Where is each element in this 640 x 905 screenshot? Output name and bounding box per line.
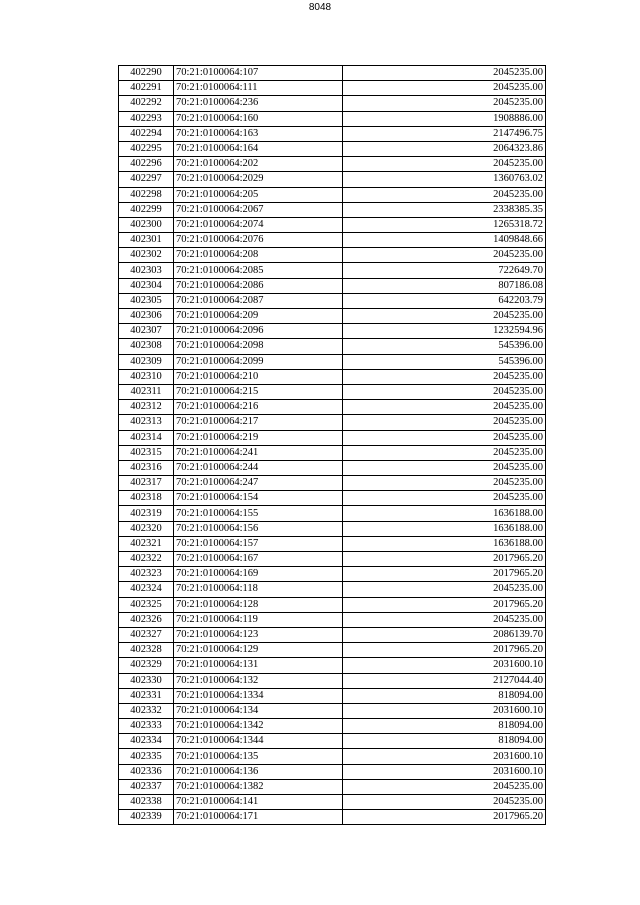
cadastral-number-cell: 70:21:0100064:2099: [174, 354, 343, 369]
cadastral-number-cell: 70:21:0100064:244: [174, 460, 343, 475]
table-row: [119, 673, 546, 688]
row-number-cell: 402312: [119, 400, 174, 415]
row-number-cell: 402337: [119, 779, 174, 794]
cadastral-value-cell: 2017965.20: [343, 597, 546, 612]
cadastral-number-cell: 70:21:0100064:107: [174, 66, 343, 81]
row-number-cell: 402290: [119, 66, 174, 81]
row-number-cell: 402296: [119, 157, 174, 172]
cadastral-number-cell: 70:21:0100064:119: [174, 612, 343, 627]
cadastral-value-cell: 2045235.00: [343, 612, 546, 627]
table-row: [119, 734, 546, 749]
cadastral-value-cell: 2017965.20: [343, 643, 546, 658]
cadastral-number-cell: 70:21:0100064:167: [174, 552, 343, 567]
table-row: [119, 627, 546, 642]
row-number-cell: 402338: [119, 795, 174, 810]
cadastral-value-cell: 2338385.35: [343, 202, 546, 217]
table-row: [119, 810, 546, 825]
cadastral-number-cell: 70:21:0100064:129: [174, 643, 343, 658]
row-number-cell: 402301: [119, 233, 174, 248]
table-row: [119, 141, 546, 156]
cadastral-number-cell: 70:21:0100064:1342: [174, 719, 343, 734]
table-row: [119, 460, 546, 475]
row-number-cell: 402315: [119, 445, 174, 460]
cadastral-number-cell: 70:21:0100064:136: [174, 764, 343, 779]
cadastral-number-cell: 70:21:0100064:135: [174, 749, 343, 764]
row-number-cell: 402298: [119, 187, 174, 202]
row-number-cell: 402319: [119, 506, 174, 521]
row-number-cell: 402326: [119, 612, 174, 627]
cadastral-value-cell: 545396.00: [343, 339, 546, 354]
cadastral-value-cell: 545396.00: [343, 354, 546, 369]
row-number-cell: 402331: [119, 688, 174, 703]
cadastral-number-cell: 70:21:0100064:132: [174, 673, 343, 688]
cadastral-value-cell: 2045235.00: [343, 430, 546, 445]
cadastral-value-cell: 2045235.00: [343, 81, 546, 96]
table-row: [119, 415, 546, 430]
cadastral-number-cell: 70:21:0100064:163: [174, 126, 343, 141]
cadastral-value-cell: 2045235.00: [343, 491, 546, 506]
table-row: [119, 612, 546, 627]
cadastral-value-cell: 807186.08: [343, 278, 546, 293]
cadastral-value-cell: 642203.79: [343, 293, 546, 308]
table-row: [119, 369, 546, 384]
table-row: [119, 233, 546, 248]
cadastral-number-cell: 70:21:0100064:111: [174, 81, 343, 96]
table-row: [119, 157, 546, 172]
table-body: [119, 66, 546, 825]
cadastral-number-cell: 70:21:0100064:131: [174, 658, 343, 673]
row-number-cell: 402306: [119, 309, 174, 324]
cadastral-value-cell: 1360763.02: [343, 172, 546, 187]
table-row: [119, 491, 546, 506]
cadastral-number-cell: 70:21:0100064:164: [174, 141, 343, 156]
cadastral-value-cell: 2045235.00: [343, 248, 546, 263]
cadastral-number-cell: 70:21:0100064:156: [174, 521, 343, 536]
row-number-cell: 402339: [119, 810, 174, 825]
row-number-cell: 402295: [119, 141, 174, 156]
table-row: [119, 779, 546, 794]
table-row: [119, 66, 546, 81]
table-row: [119, 126, 546, 141]
table-row: [119, 536, 546, 551]
cadastral-value-cell: 1636188.00: [343, 521, 546, 536]
row-number-cell: 402311: [119, 384, 174, 399]
table-row: [119, 795, 546, 810]
table-row: [119, 597, 546, 612]
cadastral-value-cell: 2045235.00: [343, 415, 546, 430]
cadastral-value-cell: 2045235.00: [343, 96, 546, 111]
row-number-cell: 402297: [119, 172, 174, 187]
row-number-cell: 402292: [119, 96, 174, 111]
row-number-cell: 402302: [119, 248, 174, 263]
row-number-cell: 402294: [119, 126, 174, 141]
table-row: [119, 400, 546, 415]
cadastral-number-cell: 70:21:0100064:157: [174, 536, 343, 551]
cadastral-number-cell: 70:21:0100064:2074: [174, 217, 343, 232]
table-row: [119, 384, 546, 399]
row-number-cell: 402313: [119, 415, 174, 430]
row-number-cell: 402293: [119, 111, 174, 126]
cadastral-number-cell: 70:21:0100064:219: [174, 430, 343, 445]
row-number-cell: 402303: [119, 263, 174, 278]
cadastral-number-cell: 70:21:0100064:141: [174, 795, 343, 810]
cadastral-value-cell: 2064323.86: [343, 141, 546, 156]
cadastral-value-cell: 2045235.00: [343, 309, 546, 324]
cadastral-value-table: [118, 65, 546, 825]
cadastral-value-cell: 2045235.00: [343, 187, 546, 202]
cadastral-value-cell: 2031600.10: [343, 749, 546, 764]
cadastral-value-cell: 2045235.00: [343, 445, 546, 460]
table-row: [119, 749, 546, 764]
cadastral-number-cell: 70:21:0100064:208: [174, 248, 343, 263]
cadastral-value-cell: 1636188.00: [343, 536, 546, 551]
cadastral-value-cell: 2045235.00: [343, 66, 546, 81]
cadastral-value-cell: 2045235.00: [343, 795, 546, 810]
cadastral-number-cell: 70:21:0100064:155: [174, 506, 343, 521]
cadastral-number-cell: 70:21:0100064:2085: [174, 263, 343, 278]
row-number-cell: 402307: [119, 324, 174, 339]
table-row: [119, 764, 546, 779]
cadastral-value-cell: 2031600.10: [343, 703, 546, 718]
table-row: [119, 217, 546, 232]
row-number-cell: 402309: [119, 354, 174, 369]
cadastral-number-cell: 70:21:0100064:209: [174, 309, 343, 324]
cadastral-number-cell: 70:21:0100064:160: [174, 111, 343, 126]
cadastral-value-cell: 1265318.72: [343, 217, 546, 232]
cadastral-value-cell: 2147496.75: [343, 126, 546, 141]
cadastral-number-cell: 70:21:0100064:169: [174, 567, 343, 582]
row-number-cell: 402330: [119, 673, 174, 688]
row-number-cell: 402332: [119, 703, 174, 718]
cadastral-value-cell: 2031600.10: [343, 764, 546, 779]
cadastral-number-cell: 70:21:0100064:2096: [174, 324, 343, 339]
cadastral-value-cell: 1908886.00: [343, 111, 546, 126]
row-number-cell: 402314: [119, 430, 174, 445]
row-number-cell: 402316: [119, 460, 174, 475]
cadastral-value-cell: 2045235.00: [343, 460, 546, 475]
cadastral-value-cell: 2045235.00: [343, 582, 546, 597]
row-number-cell: 402335: [119, 749, 174, 764]
table-row: [119, 476, 546, 491]
cadastral-number-cell: 70:21:0100064:118: [174, 582, 343, 597]
table-row: [119, 430, 546, 445]
cadastral-number-cell: 70:21:0100064:2087: [174, 293, 343, 308]
row-number-cell: 402328: [119, 643, 174, 658]
table-row: [119, 688, 546, 703]
row-number-cell: 402308: [119, 339, 174, 354]
table-row: [119, 263, 546, 278]
table-row: [119, 339, 546, 354]
table-row: [119, 445, 546, 460]
cadastral-value-cell: 818094.00: [343, 719, 546, 734]
table-row: [119, 582, 546, 597]
cadastral-value-cell: 2045235.00: [343, 369, 546, 384]
table-row: [119, 202, 546, 217]
table-row: [119, 658, 546, 673]
cadastral-number-cell: 70:21:0100064:154: [174, 491, 343, 506]
cadastral-number-cell: 70:21:0100064:171: [174, 810, 343, 825]
row-number-cell: 402320: [119, 521, 174, 536]
cadastral-number-cell: 70:21:0100064:2067: [174, 202, 343, 217]
row-number-cell: 402291: [119, 81, 174, 96]
cadastral-number-cell: 70:21:0100064:128: [174, 597, 343, 612]
table-row: [119, 96, 546, 111]
cadastral-value-cell: 1409848.66: [343, 233, 546, 248]
table-row: [119, 81, 546, 96]
row-number-cell: 402325: [119, 597, 174, 612]
table-row: [119, 293, 546, 308]
cadastral-value-cell: 2086139.70: [343, 627, 546, 642]
table-row: [119, 172, 546, 187]
table-row: [119, 324, 546, 339]
table-row: [119, 278, 546, 293]
row-number-cell: 402323: [119, 567, 174, 582]
row-number-cell: 402324: [119, 582, 174, 597]
cadastral-value-cell: 2031600.10: [343, 658, 546, 673]
cadastral-number-cell: 70:21:0100064:2029: [174, 172, 343, 187]
table-row: [119, 354, 546, 369]
row-number-cell: 402333: [119, 719, 174, 734]
table-row: [119, 309, 546, 324]
cadastral-number-cell: 70:21:0100064:215: [174, 384, 343, 399]
row-number-cell: 402310: [119, 369, 174, 384]
table-row: [119, 552, 546, 567]
cadastral-number-cell: 70:21:0100064:241: [174, 445, 343, 460]
cadastral-number-cell: 70:21:0100064:205: [174, 187, 343, 202]
cadastral-value-cell: 2045235.00: [343, 157, 546, 172]
cadastral-number-cell: 70:21:0100064:247: [174, 476, 343, 491]
row-number-cell: 402334: [119, 734, 174, 749]
table-row: [119, 248, 546, 263]
cadastral-number-cell: 70:21:0100064:210: [174, 369, 343, 384]
cadastral-value-cell: 1232594.96: [343, 324, 546, 339]
cadastral-number-cell: 70:21:0100064:1344: [174, 734, 343, 749]
table-row: [119, 643, 546, 658]
cadastral-value-cell: 2017965.20: [343, 552, 546, 567]
cadastral-value-cell: 2045235.00: [343, 476, 546, 491]
row-number-cell: 402318: [119, 491, 174, 506]
cadastral-number-cell: 70:21:0100064:2098: [174, 339, 343, 354]
cadastral-value-cell: 2017965.20: [343, 810, 546, 825]
cadastral-value-cell: 722649.70: [343, 263, 546, 278]
row-number-cell: 402300: [119, 217, 174, 232]
cadastral-number-cell: 70:21:0100064:1382: [174, 779, 343, 794]
table-row: [119, 521, 546, 536]
cadastral-number-cell: 70:21:0100064:202: [174, 157, 343, 172]
cadastral-number-cell: 70:21:0100064:216: [174, 400, 343, 415]
cadastral-number-cell: 70:21:0100064:2076: [174, 233, 343, 248]
table-row: [119, 567, 546, 582]
page-number: 8048: [308, 2, 332, 13]
table-row: [119, 506, 546, 521]
cadastral-number-cell: 70:21:0100064:123: [174, 627, 343, 642]
cadastral-value-cell: 2045235.00: [343, 400, 546, 415]
row-number-cell: 402321: [119, 536, 174, 551]
table-row: [119, 187, 546, 202]
row-number-cell: 402322: [119, 552, 174, 567]
cadastral-value-cell: 818094.00: [343, 688, 546, 703]
cadastral-number-cell: 70:21:0100064:217: [174, 415, 343, 430]
cadastral-value-cell: 2017965.20: [343, 567, 546, 582]
table-row: [119, 111, 546, 126]
cadastral-value-cell: 2045235.00: [343, 384, 546, 399]
cadastral-number-cell: 70:21:0100064:134: [174, 703, 343, 718]
cadastral-number-cell: 70:21:0100064:1334: [174, 688, 343, 703]
cadastral-value-cell: 2045235.00: [343, 779, 546, 794]
row-number-cell: 402305: [119, 293, 174, 308]
cadastral-value-cell: 1636188.00: [343, 506, 546, 521]
cadastral-value-cell: 2127044.40: [343, 673, 546, 688]
cadastral-number-cell: 70:21:0100064:236: [174, 96, 343, 111]
row-number-cell: 402304: [119, 278, 174, 293]
row-number-cell: 402329: [119, 658, 174, 673]
row-number-cell: 402327: [119, 627, 174, 642]
row-number-cell: 402299: [119, 202, 174, 217]
table-row: [119, 719, 546, 734]
row-number-cell: 402336: [119, 764, 174, 779]
cadastral-number-cell: 70:21:0100064:2086: [174, 278, 343, 293]
row-number-cell: 402317: [119, 476, 174, 491]
table-row: [119, 703, 546, 718]
cadastral-value-cell: 818094.00: [343, 734, 546, 749]
